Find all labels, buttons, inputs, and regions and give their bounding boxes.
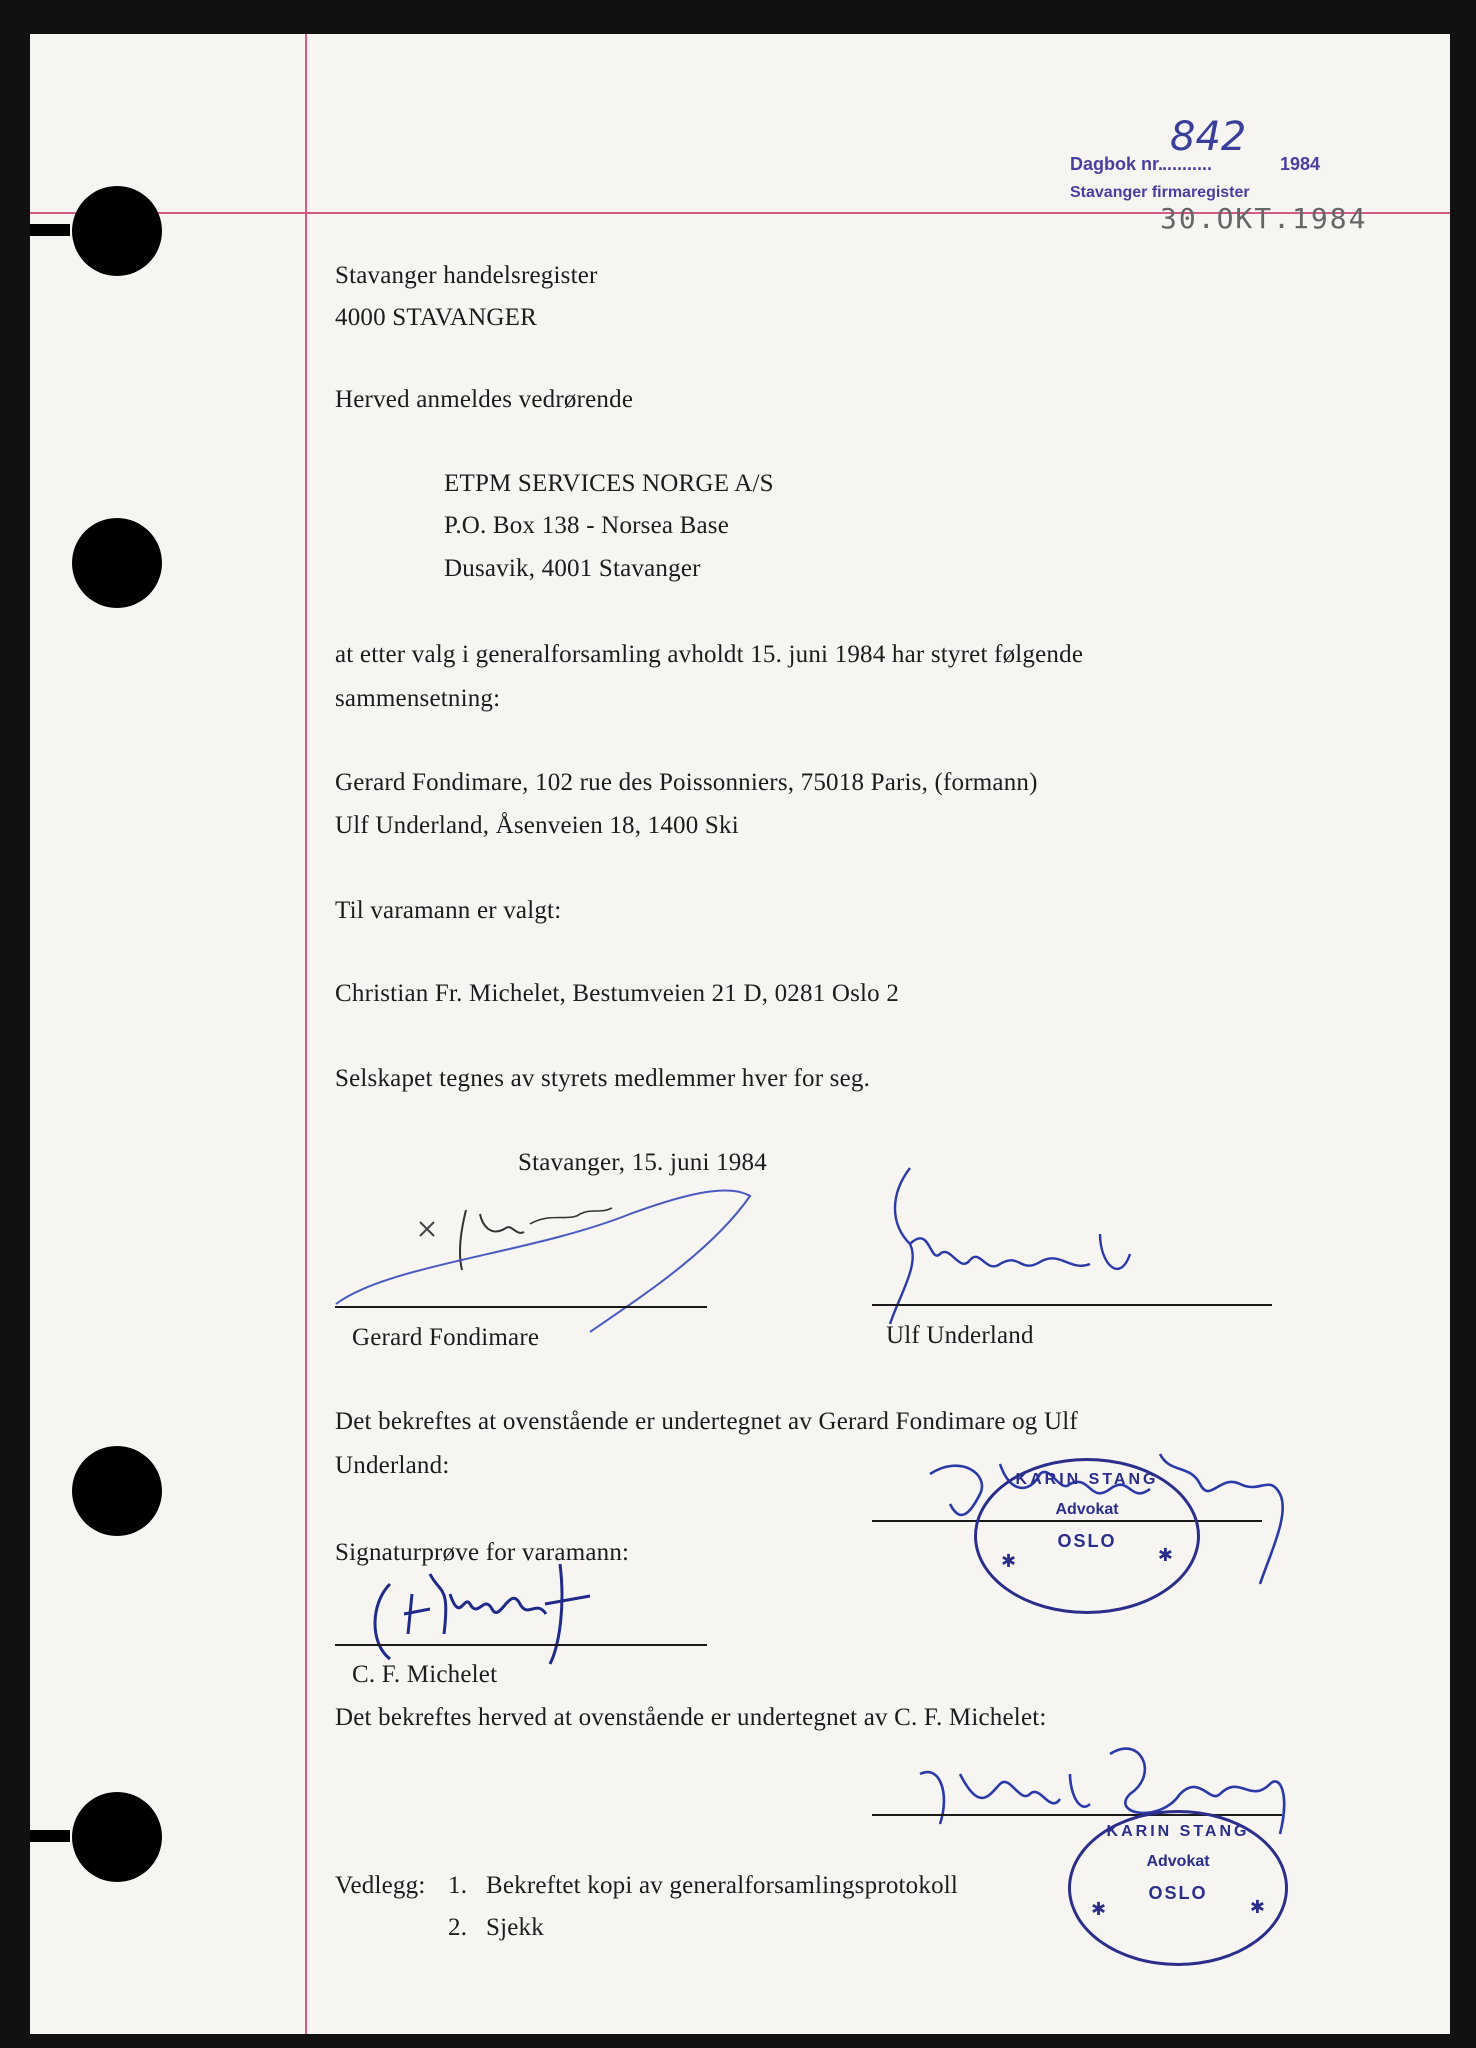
- company-address-2: Dusavik, 4001 Stavanger: [444, 555, 701, 582]
- deputy-sample-label: Signaturprøve for varamann:: [335, 1539, 630, 1566]
- recipient-line-1: Stavanger handelsregister: [335, 262, 598, 289]
- place-date: Stavanger, 15. juni 1984: [518, 1149, 767, 1176]
- dagbok-prefix: Dagbok nr.: [1070, 154, 1164, 174]
- punch-hole: [72, 1792, 162, 1882]
- lawyer-stamp-2: [1068, 1810, 1288, 1966]
- lawyer-stamp-role: Advokat: [1055, 1501, 1119, 1518]
- attachment-1-number: 1.: [448, 1872, 468, 1899]
- lawyer-stamp-city: OSLO: [1057, 1531, 1117, 1551]
- deputy-name: C. F. Michelet: [352, 1661, 498, 1688]
- document-page: [30, 34, 1450, 2034]
- body-line-2: sammensetning:: [335, 685, 501, 712]
- star-icon: ✱: [1249, 1897, 1265, 1917]
- binder-bar: [30, 224, 70, 236]
- board-member-2: Ulf Underland, Åsenveien 18, 1400 Ski: [335, 812, 739, 839]
- deputy-signature-line: [335, 1644, 707, 1646]
- attachments-label: Vedlegg:: [335, 1872, 426, 1899]
- punch-hole: [72, 186, 162, 276]
- company-address-1: P.O. Box 138 - Norsea Base: [444, 512, 730, 539]
- star-icon: ✱: [1157, 1545, 1173, 1565]
- recipient-line-2: 4000 STAVANGER: [335, 304, 537, 331]
- punch-hole: [72, 518, 162, 608]
- signature-line-left: [335, 1306, 707, 1308]
- signing-authority: Selskapet tegnes av styrets medlemmer hver for seg.: [335, 1065, 871, 1092]
- attachment-2-number: 2.: [448, 1914, 468, 1941]
- lawyer-stamp-name: KARIN STANG: [1106, 1823, 1250, 1840]
- dagbok-dots: ..........: [1162, 154, 1213, 174]
- signature-michelet: [360, 1564, 620, 1674]
- dagbok-number: 842: [1170, 114, 1247, 160]
- lawyer-stamp-name: KARIN STANG: [1015, 1471, 1159, 1488]
- deputy-heading: Til varamann er valgt:: [335, 897, 562, 924]
- lawyer-stamp-1: [974, 1458, 1200, 1614]
- body-line-1: at etter valg i generalforsamling avholdt 15. juni 1984 har styret følgende: [335, 641, 1084, 668]
- confirmation-1-line-2: Underland:: [335, 1452, 450, 1479]
- intro-text: Herved anmeldes vedrørende: [335, 386, 634, 413]
- received-date: 30.OKT.1984: [1160, 202, 1368, 235]
- attachment-2: Sjekk: [486, 1914, 544, 1941]
- signatory-left: Gerard Fondimare: [352, 1324, 540, 1351]
- signatory-right: Ulf Underland: [886, 1322, 1034, 1349]
- lawyer-stamp-role: Advokat: [1146, 1853, 1210, 1870]
- confirmation-2: Det bekreftes herved at ovenstående er undertegnet av C. F. Michelet:: [335, 1704, 1047, 1731]
- company-name: ETPM SERVICES NORGE A/S: [444, 470, 774, 497]
- binder-bar: [30, 1830, 70, 1842]
- deputy-member: Christian Fr. Michelet, Bestumveien 21 D, 0281 Oslo 2: [335, 980, 900, 1007]
- star-icon: ✱: [1001, 1551, 1017, 1571]
- vertical-margin-line: [305, 34, 307, 2034]
- lawyer-stamp-city: OSLO: [1148, 1883, 1208, 1903]
- attachment-1: Bekreftet kopi av generalforsamlingsprotokoll: [486, 1872, 959, 1899]
- board-member-1: Gerard Fondimare, 102 rue des Poissonniers, 75018 Paris, (formann): [335, 769, 1038, 796]
- confirmation-1-line-1: Det bekreftes at ovenstående er undertegnet av Gerard Fondimare og Ulf: [335, 1408, 1078, 1435]
- signature-fondimare: [330, 1184, 750, 1324]
- signature-underland: [870, 1164, 1210, 1344]
- punch-hole: [72, 1446, 162, 1536]
- signature-line-right: [872, 1304, 1272, 1306]
- star-icon: ✱: [1091, 1899, 1107, 1919]
- register-name: Stavanger firmaregister: [1070, 184, 1250, 201]
- register-stamp: [1070, 94, 1380, 235]
- dagbok-year: 1984: [1280, 154, 1321, 174]
